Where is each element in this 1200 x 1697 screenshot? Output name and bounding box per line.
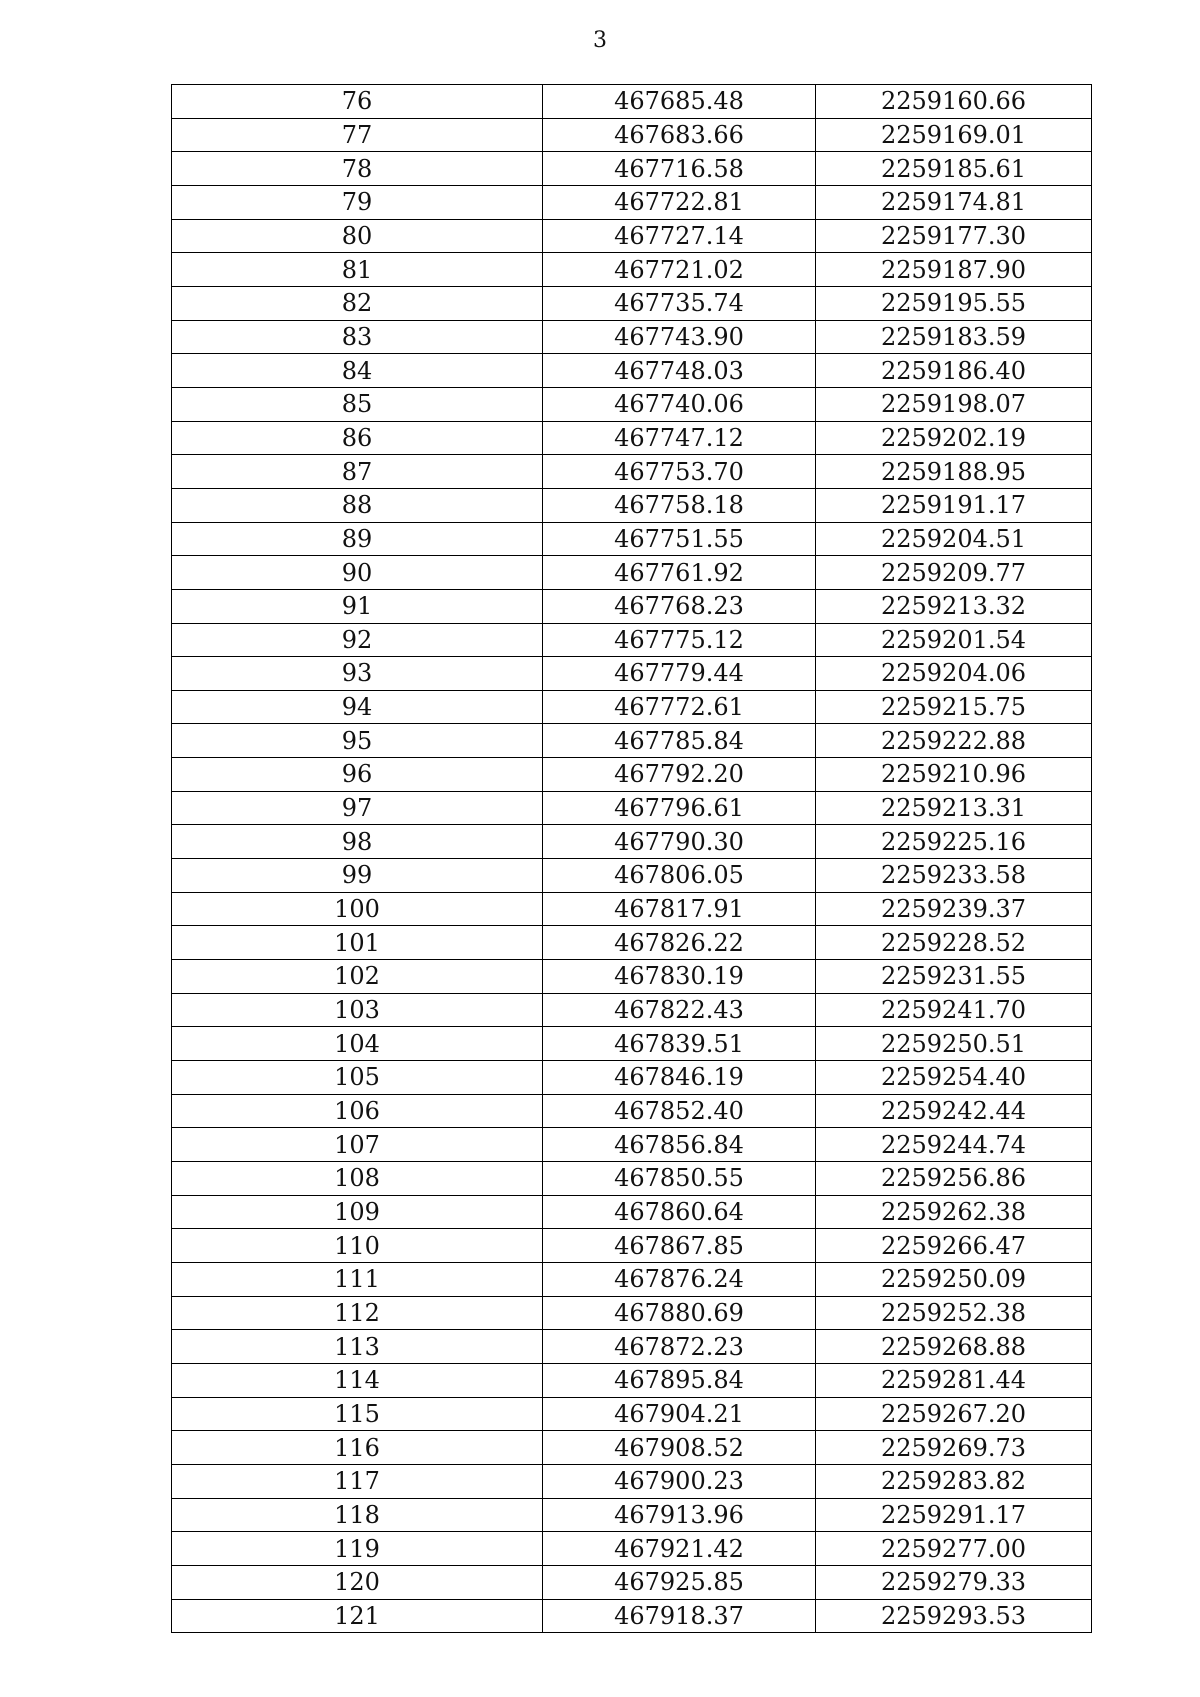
point-number-cell: 107: [172, 1128, 543, 1162]
x-coordinate-cell: 467779.44: [543, 657, 816, 691]
table-row: [172, 522, 1092, 556]
table-row: [172, 387, 1092, 421]
point-number-cell: 89: [172, 522, 543, 556]
y-coordinate-cell: 2259242.44: [816, 1094, 1092, 1128]
x-coordinate-cell: 467872.23: [543, 1330, 816, 1364]
point-number-cell: 85: [172, 387, 543, 421]
table-row: [172, 623, 1092, 657]
point-number-cell: 113: [172, 1330, 543, 1364]
y-coordinate-cell: 2259283.82: [816, 1464, 1092, 1498]
table-row: [172, 1094, 1092, 1128]
x-coordinate-cell: 467925.85: [543, 1565, 816, 1599]
y-coordinate-cell: 2259254.40: [816, 1061, 1092, 1095]
point-number-cell: 87: [172, 455, 543, 489]
x-coordinate-cell: 467722.81: [543, 185, 816, 219]
x-coordinate-cell: 467806.05: [543, 859, 816, 893]
table-row: [172, 1262, 1092, 1296]
x-coordinate-cell: 467900.23: [543, 1464, 816, 1498]
x-coordinate-cell: 467850.55: [543, 1162, 816, 1196]
point-number-cell: 101: [172, 926, 543, 960]
point-number-cell: 94: [172, 690, 543, 724]
x-coordinate-cell: 467716.58: [543, 152, 816, 186]
point-number-cell: 98: [172, 825, 543, 859]
point-number-cell: 78: [172, 152, 543, 186]
y-coordinate-cell: 2259250.09: [816, 1262, 1092, 1296]
table-row: [172, 1229, 1092, 1263]
table-row: [172, 286, 1092, 320]
y-coordinate-cell: 2259277.00: [816, 1532, 1092, 1566]
table-row: [172, 657, 1092, 691]
table-row: [172, 556, 1092, 590]
point-number-cell: 91: [172, 589, 543, 623]
y-coordinate-cell: 2259201.54: [816, 623, 1092, 657]
y-coordinate-cell: 2259228.52: [816, 926, 1092, 960]
page-number: 3: [593, 28, 607, 53]
y-coordinate-cell: 2259279.33: [816, 1565, 1092, 1599]
point-number-cell: 82: [172, 286, 543, 320]
y-coordinate-cell: 2259231.55: [816, 960, 1092, 994]
y-coordinate-cell: 2259241.70: [816, 993, 1092, 1027]
y-coordinate-cell: 2259202.19: [816, 421, 1092, 455]
x-coordinate-cell: 467913.96: [543, 1498, 816, 1532]
y-coordinate-cell: 2259191.17: [816, 488, 1092, 522]
point-number-cell: 104: [172, 1027, 543, 1061]
table-row: [172, 926, 1092, 960]
table-row: [172, 421, 1092, 455]
y-coordinate-cell: 2259215.75: [816, 690, 1092, 724]
table-row: [172, 758, 1092, 792]
y-coordinate-cell: 2259169.01: [816, 118, 1092, 152]
point-number-cell: 97: [172, 791, 543, 825]
y-coordinate-cell: 2259213.32: [816, 589, 1092, 623]
y-coordinate-cell: 2259209.77: [816, 556, 1092, 590]
x-coordinate-cell: 467918.37: [543, 1599, 816, 1633]
x-coordinate-cell: 467740.06: [543, 387, 816, 421]
point-number-cell: 86: [172, 421, 543, 455]
x-coordinate-cell: 467735.74: [543, 286, 816, 320]
y-coordinate-cell: 2259186.40: [816, 354, 1092, 388]
point-number-cell: 114: [172, 1363, 543, 1397]
x-coordinate-cell: 467860.64: [543, 1195, 816, 1229]
point-number-cell: 103: [172, 993, 543, 1027]
point-number-cell: 110: [172, 1229, 543, 1263]
y-coordinate-cell: 2259204.51: [816, 522, 1092, 556]
x-coordinate-cell: 467727.14: [543, 219, 816, 253]
point-number-cell: 96: [172, 758, 543, 792]
table-row: [172, 1498, 1092, 1532]
x-coordinate-cell: 467880.69: [543, 1296, 816, 1330]
x-coordinate-cell: 467768.23: [543, 589, 816, 623]
x-coordinate-cell: 467796.61: [543, 791, 816, 825]
point-number-cell: 90: [172, 556, 543, 590]
table-row: [172, 859, 1092, 893]
x-coordinate-cell: 467685.48: [543, 85, 816, 119]
point-number-cell: 109: [172, 1195, 543, 1229]
table-row: [172, 1464, 1092, 1498]
x-coordinate-cell: 467721.02: [543, 253, 816, 287]
table-row: [172, 825, 1092, 859]
table-row: [172, 1162, 1092, 1196]
coordinates-table: [171, 84, 1092, 1633]
point-number-cell: 83: [172, 320, 543, 354]
table-row: [172, 455, 1092, 489]
y-coordinate-cell: 2259213.31: [816, 791, 1092, 825]
x-coordinate-cell: 467761.92: [543, 556, 816, 590]
table-row: [172, 993, 1092, 1027]
point-number-cell: 118: [172, 1498, 543, 1532]
point-number-cell: 108: [172, 1162, 543, 1196]
table-row: [172, 1532, 1092, 1566]
y-coordinate-cell: 2259225.16: [816, 825, 1092, 859]
y-coordinate-cell: 2259195.55: [816, 286, 1092, 320]
x-coordinate-cell: 467908.52: [543, 1431, 816, 1465]
y-coordinate-cell: 2259185.61: [816, 152, 1092, 186]
y-coordinate-cell: 2259291.17: [816, 1498, 1092, 1532]
point-number-cell: 81: [172, 253, 543, 287]
y-coordinate-cell: 2259269.73: [816, 1431, 1092, 1465]
table-row: [172, 1330, 1092, 1364]
point-number-cell: 99: [172, 859, 543, 893]
x-coordinate-cell: 467743.90: [543, 320, 816, 354]
point-number-cell: 102: [172, 960, 543, 994]
y-coordinate-cell: 2259187.90: [816, 253, 1092, 287]
x-coordinate-cell: 467683.66: [543, 118, 816, 152]
point-number-cell: 119: [172, 1532, 543, 1566]
x-coordinate-cell: 467792.20: [543, 758, 816, 792]
table-row: [172, 791, 1092, 825]
point-number-cell: 92: [172, 623, 543, 657]
x-coordinate-cell: 467785.84: [543, 724, 816, 758]
point-number-cell: 117: [172, 1464, 543, 1498]
y-coordinate-cell: 2259183.59: [816, 320, 1092, 354]
y-coordinate-cell: 2259250.51: [816, 1027, 1092, 1061]
table-row: [172, 1363, 1092, 1397]
table-row: [172, 892, 1092, 926]
point-number-cell: 84: [172, 354, 543, 388]
table-row: [172, 253, 1092, 287]
x-coordinate-cell: 467904.21: [543, 1397, 816, 1431]
table-row: [172, 85, 1092, 119]
point-number-cell: 112: [172, 1296, 543, 1330]
table-row: [172, 1397, 1092, 1431]
table-row: [172, 690, 1092, 724]
x-coordinate-cell: 467921.42: [543, 1532, 816, 1566]
table-row: [172, 152, 1092, 186]
x-coordinate-cell: 467758.18: [543, 488, 816, 522]
point-number-cell: 120: [172, 1565, 543, 1599]
point-number-cell: 80: [172, 219, 543, 253]
y-coordinate-cell: 2259177.30: [816, 219, 1092, 253]
x-coordinate-cell: 467772.61: [543, 690, 816, 724]
table-row: [172, 1027, 1092, 1061]
y-coordinate-cell: 2259204.06: [816, 657, 1092, 691]
x-coordinate-cell: 467895.84: [543, 1363, 816, 1397]
table-row: [172, 1195, 1092, 1229]
point-number-cell: 116: [172, 1431, 543, 1465]
x-coordinate-cell: 467751.55: [543, 522, 816, 556]
table-row: [172, 589, 1092, 623]
table-row: [172, 1061, 1092, 1095]
point-number-cell: 111: [172, 1262, 543, 1296]
y-coordinate-cell: 2259198.07: [816, 387, 1092, 421]
y-coordinate-cell: 2259281.44: [816, 1363, 1092, 1397]
y-coordinate-cell: 2259266.47: [816, 1229, 1092, 1263]
y-coordinate-cell: 2259160.66: [816, 85, 1092, 119]
table-row: [172, 960, 1092, 994]
y-coordinate-cell: 2259268.88: [816, 1330, 1092, 1364]
table-row: [172, 1431, 1092, 1465]
y-coordinate-cell: 2259244.74: [816, 1128, 1092, 1162]
point-number-cell: 105: [172, 1061, 543, 1095]
y-coordinate-cell: 2259222.88: [816, 724, 1092, 758]
x-coordinate-cell: 467775.12: [543, 623, 816, 657]
point-number-cell: 100: [172, 892, 543, 926]
y-coordinate-cell: 2259174.81: [816, 185, 1092, 219]
table-row: [172, 219, 1092, 253]
point-number-cell: 106: [172, 1094, 543, 1128]
x-coordinate-cell: 467846.19: [543, 1061, 816, 1095]
point-number-cell: 115: [172, 1397, 543, 1431]
point-number-cell: 95: [172, 724, 543, 758]
y-coordinate-cell: 2259256.86: [816, 1162, 1092, 1196]
table-row: [172, 118, 1092, 152]
x-coordinate-cell: 467876.24: [543, 1262, 816, 1296]
table-row: [172, 1565, 1092, 1599]
point-number-cell: 121: [172, 1599, 543, 1633]
y-coordinate-cell: 2259239.37: [816, 892, 1092, 926]
y-coordinate-cell: 2259188.95: [816, 455, 1092, 489]
table-row: [172, 1296, 1092, 1330]
x-coordinate-cell: 467753.70: [543, 455, 816, 489]
y-coordinate-cell: 2259293.53: [816, 1599, 1092, 1633]
x-coordinate-cell: 467747.12: [543, 421, 816, 455]
point-number-cell: 88: [172, 488, 543, 522]
x-coordinate-cell: 467839.51: [543, 1027, 816, 1061]
table-row: [172, 185, 1092, 219]
table-row: [172, 320, 1092, 354]
x-coordinate-cell: 467830.19: [543, 960, 816, 994]
y-coordinate-cell: 2259267.20: [816, 1397, 1092, 1431]
table-row: [172, 1128, 1092, 1162]
x-coordinate-cell: 467790.30: [543, 825, 816, 859]
table-row: [172, 354, 1092, 388]
table-row: [172, 1599, 1092, 1633]
x-coordinate-cell: 467748.03: [543, 354, 816, 388]
x-coordinate-cell: 467852.40: [543, 1094, 816, 1128]
point-number-cell: 77: [172, 118, 543, 152]
table-row: [172, 724, 1092, 758]
x-coordinate-cell: 467867.85: [543, 1229, 816, 1263]
point-number-cell: 79: [172, 185, 543, 219]
point-number-cell: 76: [172, 85, 543, 119]
x-coordinate-cell: 467822.43: [543, 993, 816, 1027]
coordinates-table-body: [172, 85, 1092, 1633]
point-number-cell: 93: [172, 657, 543, 691]
x-coordinate-cell: 467826.22: [543, 926, 816, 960]
x-coordinate-cell: 467856.84: [543, 1128, 816, 1162]
y-coordinate-cell: 2259210.96: [816, 758, 1092, 792]
x-coordinate-cell: 467817.91: [543, 892, 816, 926]
y-coordinate-cell: 2259252.38: [816, 1296, 1092, 1330]
table-row: [172, 488, 1092, 522]
y-coordinate-cell: 2259262.38: [816, 1195, 1092, 1229]
y-coordinate-cell: 2259233.58: [816, 859, 1092, 893]
